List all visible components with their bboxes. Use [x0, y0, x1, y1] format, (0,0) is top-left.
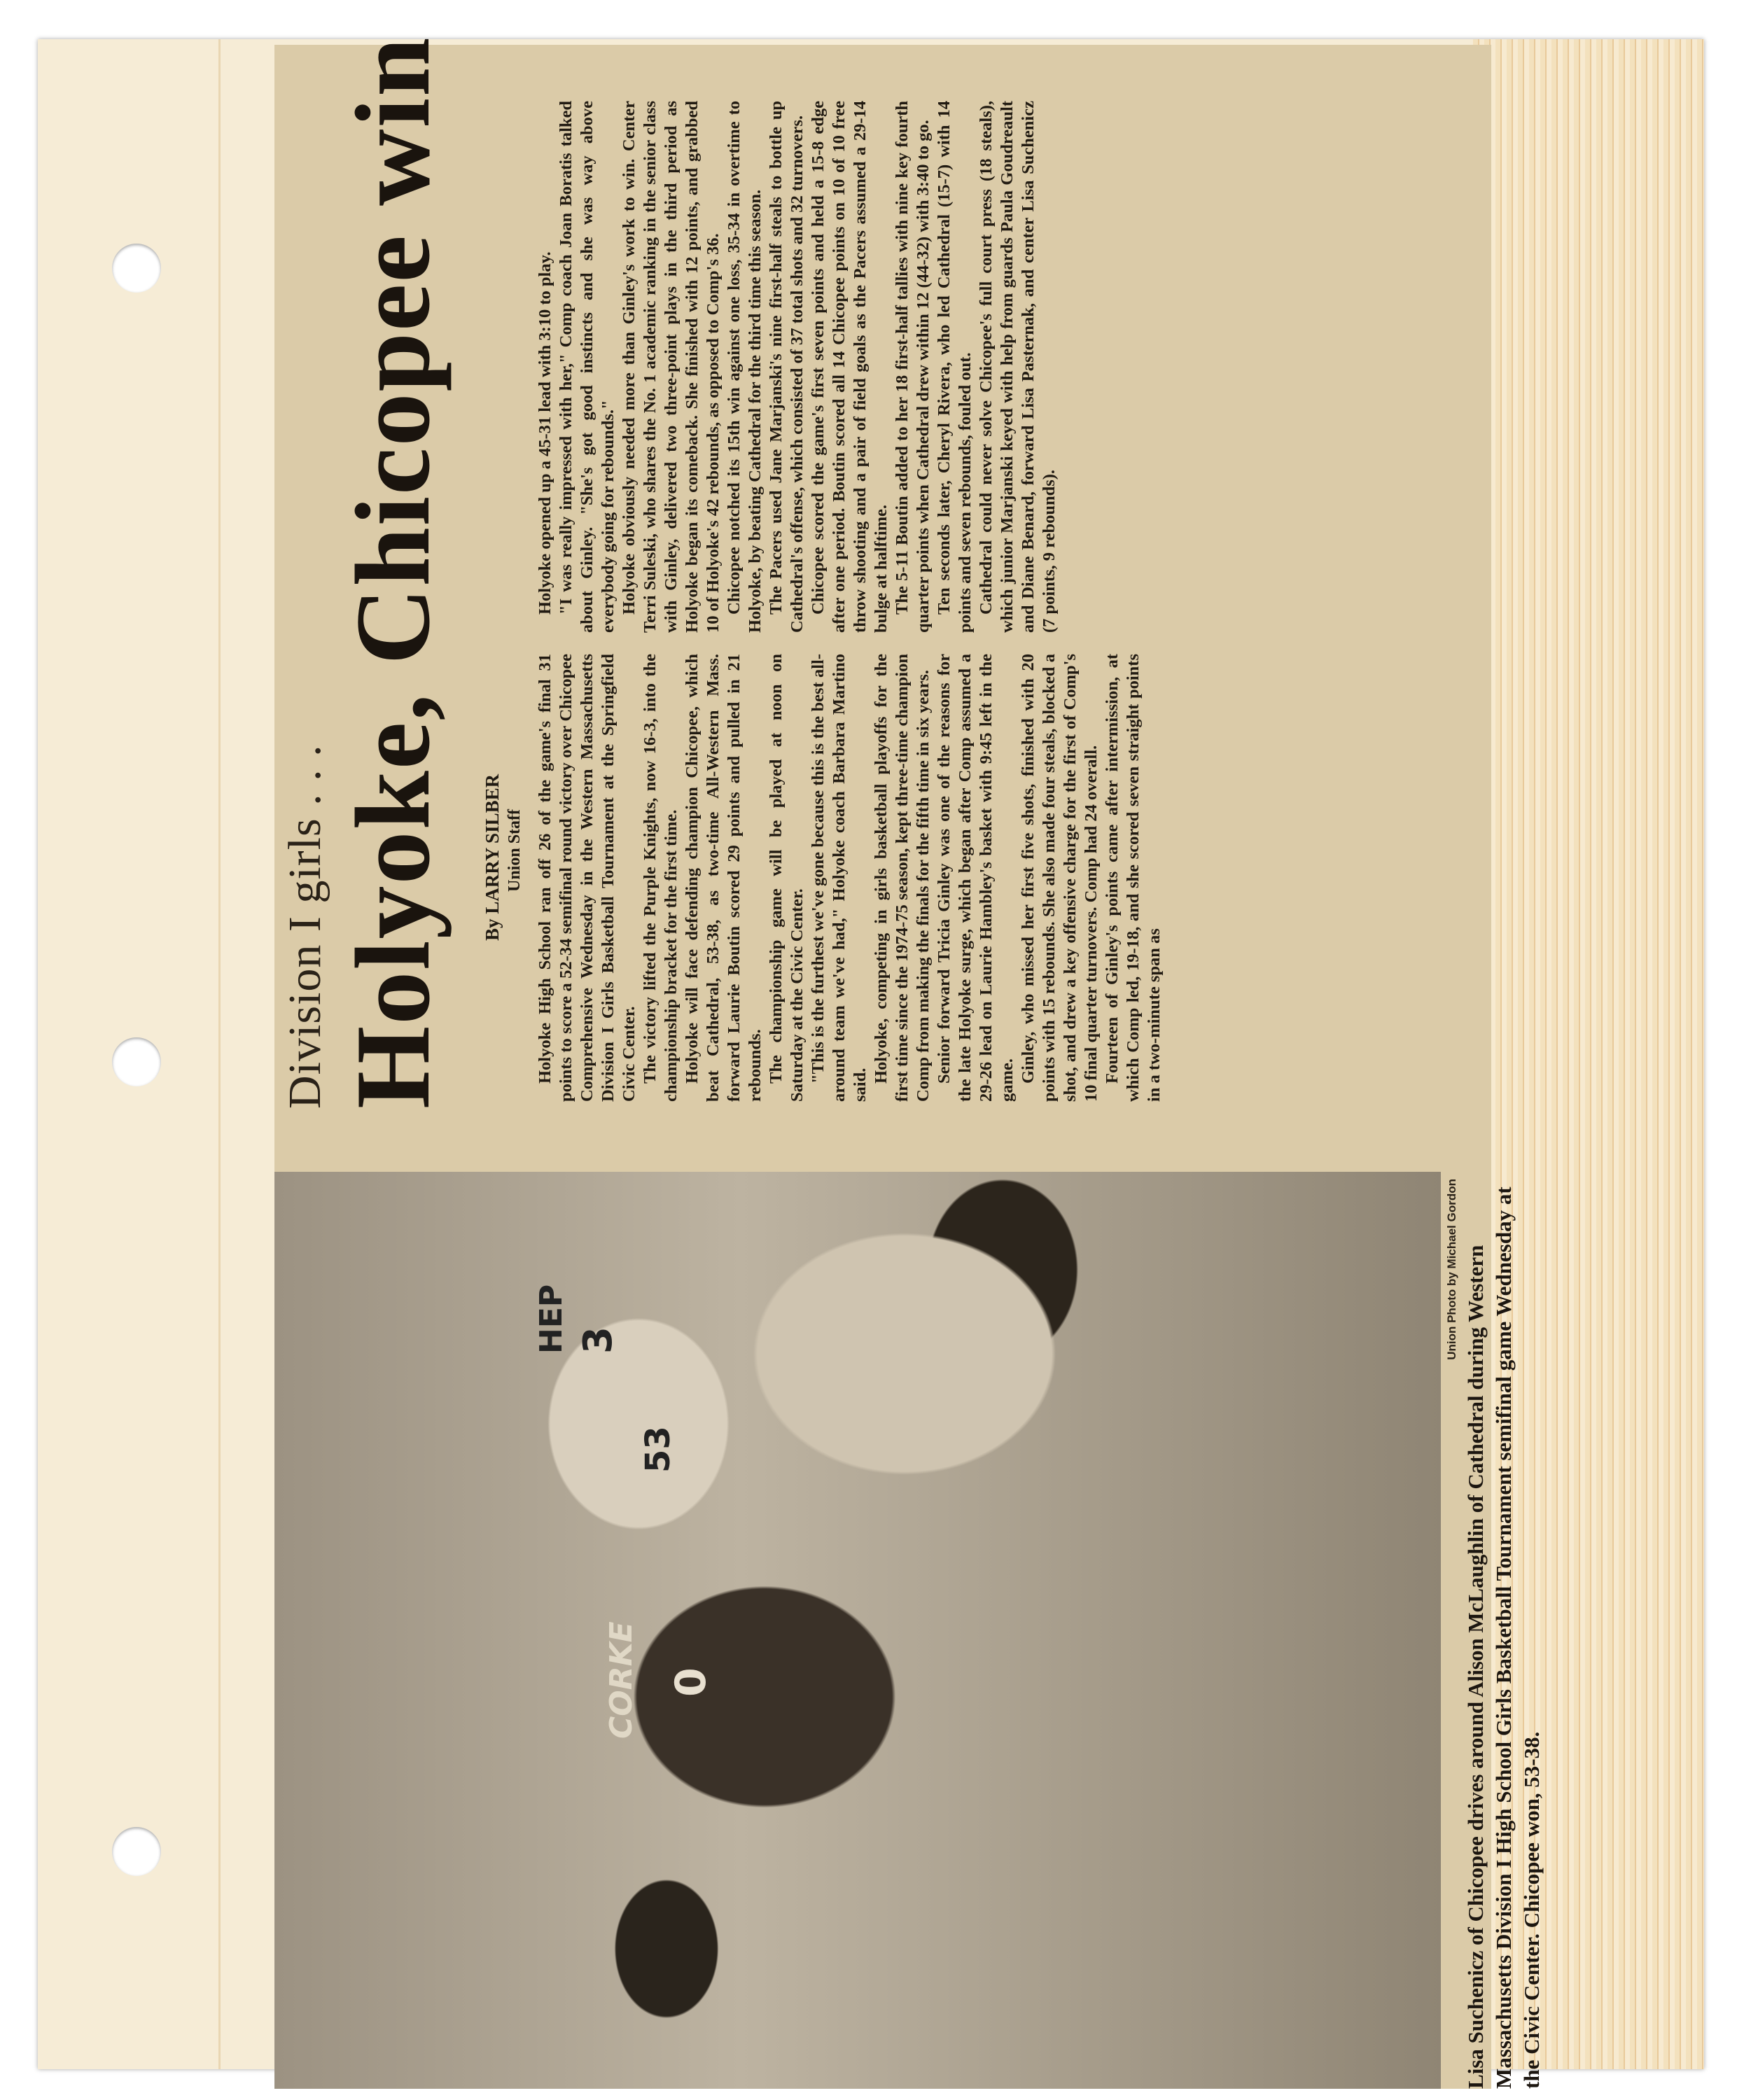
jersey-number-side: 53	[639, 1426, 678, 1473]
binder-hole-bottom	[112, 1827, 161, 1876]
paragraph: Fourteen of Ginley's points came after intermission, at which Comp led, 19-18, and she scored seven straight points in a two-minute span as	[1103, 654, 1164, 1102]
paragraph: Holyoke High School ran off 26 of the game's final 31 points to score a 52-34 semifinal round victory over Chicopee Comprehensive Wednesday in the Western Massachusetts Division I Girls Basketball Tournament at the Springfield Civic Center.	[536, 654, 639, 1102]
paragraph: The Pacers used Jane Marjanski's nine first-half steals to bottle up Cathedral's offense, which consisted of 37 total shots and 32 turnovers.	[767, 101, 807, 633]
paragraph: Cathedral could never solve Chicopee's full court press (18 steals), which junior Marjanski keyed with help from guards Paula Goudreault and Diane Benard, forward Lisa Pasternak, and center Lisa Suchenicz (7 points, 9 rebounds).	[977, 101, 1059, 633]
byline-staff: Union Staff	[505, 808, 524, 892]
binder-hole-top	[112, 244, 161, 293]
paragraph: Ten seconds later, Cheryl Rivera, who led Cathedral (15-7) with 14 points and seven rebounds, fouled out.	[935, 101, 975, 633]
jersey-script: CORKE	[604, 1621, 639, 1739]
paragraph: Holyoke, competing in girls basketball playoffs for the first time since the 1974-75 season, kept three-time champion Comp from making the finals for the fifth time in six years.	[872, 654, 933, 1102]
kicker: Division I girls . . .	[279, 744, 330, 1109]
paragraph: Chicopee scored the game's first seven points and held a 15-8 edge after one period. Boutin scored all 14 Chicopee points on 10 of 10 free throw shooting and a pair of field goals as the Pacers assumed a 29-14 bulge at halftime.	[809, 101, 891, 633]
paragraph: Senior forward Tricia Ginley was one of the reasons for the late Holyoke surge, which began after Comp assumed a 29-26 lead on Laurie Hambley's basket with 9:45 left in the game.	[935, 654, 1017, 1102]
byline: By LARRY SILBER	[482, 774, 503, 941]
newspaper-clipping	[274, 36, 1544, 2089]
jersey-letters-back: HEP	[533, 1284, 569, 1354]
paragraph: The 5-11 Boutin added to her 18 first-half tallies with nine key fourth quarter points when Cathedral drew within 12 (44-32) with 3:40 to go.	[893, 101, 933, 633]
jersey-number-back: 3	[575, 1326, 621, 1354]
binder-hole-middle	[112, 1037, 161, 1086]
photo-caption: Lisa Suchenicz of Chicopee drives around Alison McLaughlin of Cathedral during Western Massachusetts Division I High School Girls Basketball Tournament semifinal game Wednesday at the Civic Center. Chicopee won, 53-38.	[1463, 1186, 1544, 2089]
album-page	[38, 36, 1704, 2089]
article-column-1	[535, 654, 1165, 1102]
article-text-block	[274, 36, 1491, 1109]
paragraph: Holyoke obviously needed more than Ginley's work to win. Center Terri Suleski, who shares the No. 1 academic ranking in the senior class with Ginley, delivered two three-point plays in the third period as Holyoke began its comeback. She finished with 12 points, and grabbed 10 of Holyoke's 42 rebounds, as opposed to Comp's 36.	[620, 101, 723, 633]
page-margin-rule	[218, 39, 221, 2069]
article-column-2	[535, 101, 1060, 633]
headline: Holyoke, Chicopee win	[334, 36, 452, 1109]
photo-credit: Union Photo by Michael Gordon	[1445, 1179, 1458, 1360]
paragraph: "This is the furthest we've gone because this is the best all-around team we've had," Holyoke coach Barbara Martino said.	[809, 654, 870, 1102]
jersey-number-front: 0	[667, 1667, 716, 1697]
paragraph: The championship game will be played at noon on Saturday at the Civic Center.	[767, 654, 807, 1102]
paragraph: Holyoke opened up a 45-31 lead with 3:10 to play.	[536, 251, 554, 615]
basketball-photo	[274, 1172, 1441, 2089]
paragraph: Ginley, who missed her first five shots, finished with 20 points with 15 rebounds. She also made four steals, blocked a shot, and drew a key offensive charge for the first of Comp's 10 final quarter turnovers. Comp had 24 overall.	[1019, 654, 1101, 1102]
clipping-rotated-content	[274, 36, 1544, 2089]
paragraph: Holyoke will face defending champion Chicopee, which beat Cathedral, 53-38, as two-time All-Western Mass. forward Laurie Boutin scored 29 points and pulled in 21 rebounds.	[683, 654, 765, 1102]
paragraph: "I was really impressed with her," Comp coach Joan Boratis talked about Ginley. "She's got good instincts and she was way above everybody going for rebounds."	[557, 101, 618, 633]
paragraph: The victory lifted the Purple Knights, now 16-3, into the championship bracket for the first time.	[641, 654, 681, 1102]
paragraph: Chicopee notched its 15th win against one loss, 35-34 in overtime to Holyoke, by beating Cathedral for the third time this season.	[725, 101, 765, 633]
